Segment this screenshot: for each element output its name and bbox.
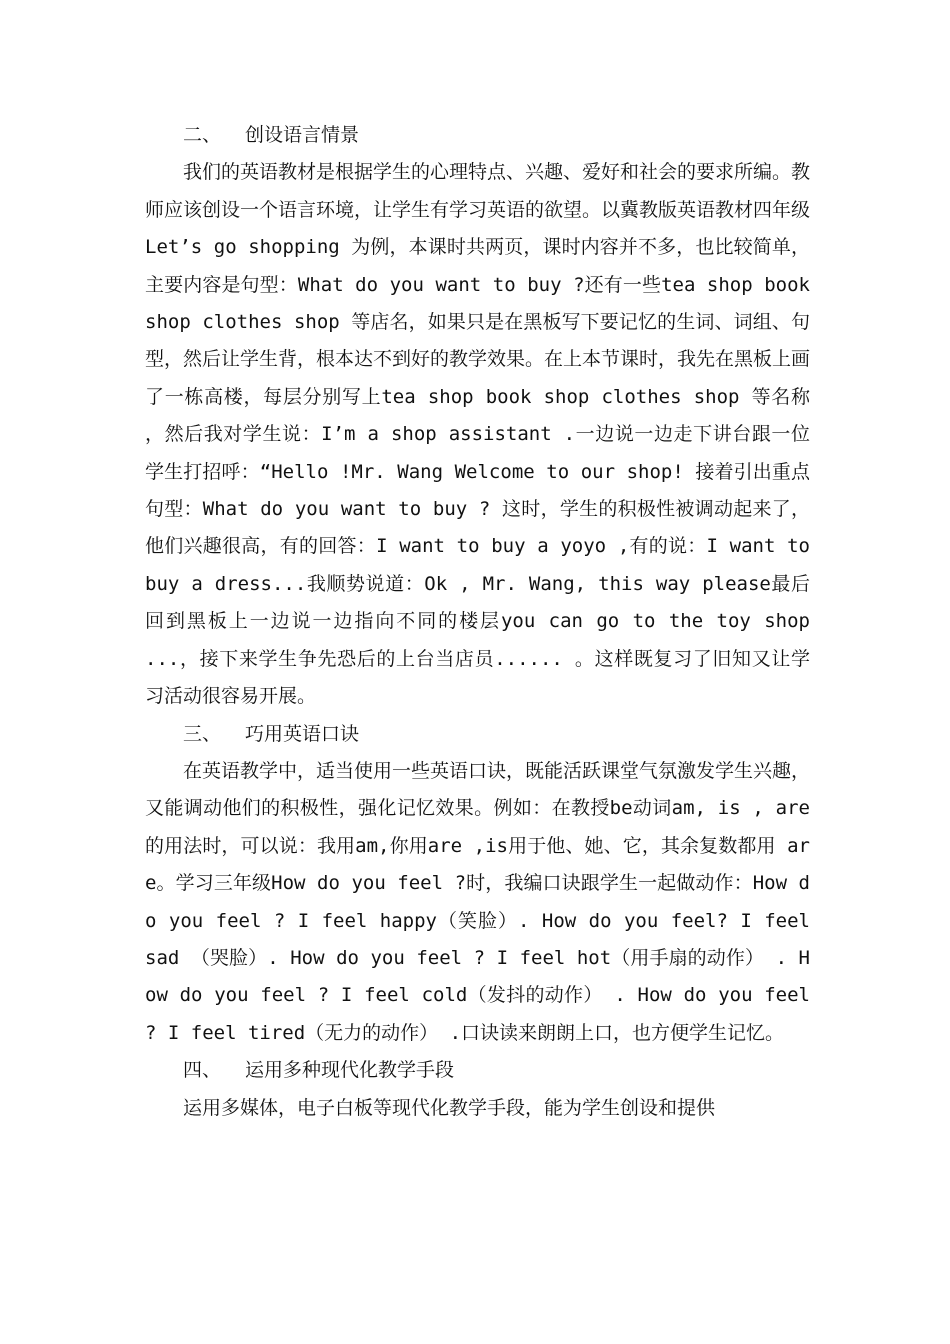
section-paragraph-2: 我们的英语教材是根据学生的心理特点、兴趣、爱好和社会的要求所编。教师应该创设一个语言环境，让学生有学习英语的欲望。以冀教版英语教材四年级Let’s go shopping 为例，本课时共两页，课时内容并不多，也比较简单，主要内容是句型：What do you want to buy ?还有一些tea shop book shop clothes shop 等店名，如果只是在黑板写下要记忆的生词、词组、句型，然后让学生背，根本达不到好的教学效果。在上本节课时，我先在黑板上画了一栋高楼，每层分别写上tea shop book shop clothes shop 等名称 ，然后我对学生说：I’m a shop assistant .一边说一边走下讲台跟一位学生打招呼：“Hello !Mr. Wang Welcome to our shop! 接着引出重点句型：What do you want to buy ? 这时，学生的积极性被调动起来了，他们兴趣很高，有的回答：I want to buy a yoyo ,有的说：I want to buy a dress...我顺势说道：Ok , Mr. Wang, this way please最后回到黑板上一边说一边指向不同的楼层you can go to the toy shop ...，接下来学生争先恐后的上台当店员...... 。这样既复习了旧知又让学习活动很容易开展。: [145, 161, 811, 708]
section-number: 三、: [183, 722, 222, 745]
section-title: 创设语言情景: [245, 124, 360, 146]
section-paragraph-3: 在英语教学中，适当使用一些英语口诀，既能活跃课堂气氛激发学生兴趣，又能调动他们的积极性，强化记忆效果。例如：在教授be动词am, is , are 的用法时，可以说：我用am,你用are ,is用于他、她、它，其余复数都用 are。学习三年级How do you feel ?时，我编口诀跟学生一起做动作：How do you feel ? I feel happy（笑脸）. How do you feel? I feel sad （哭脸）. How do you feel ? I feel hot（用手扇的动作） . How do you feel ? I feel cold（发抖的动作） . How do you feel ? I feel tired（无力的动作） .口诀读来朗朗上口，也方便学生记忆。: [145, 759, 811, 1044]
document-body: [145, 117, 810, 1127]
section-number: 四、: [183, 1059, 222, 1082]
section-heading-2: [145, 117, 810, 154]
section-paragraph-4: 运用多媒体，电子白板等现代化教学手段，能为学生创设和提供: [183, 1096, 716, 1119]
section-heading-3: [145, 716, 810, 753]
section-title: 运用多种现代化教学手段: [245, 1059, 455, 1082]
section-title: 巧用英语口诀: [245, 722, 360, 745]
section-number: 二、: [183, 124, 222, 146]
section-heading-4: [145, 1052, 810, 1089]
